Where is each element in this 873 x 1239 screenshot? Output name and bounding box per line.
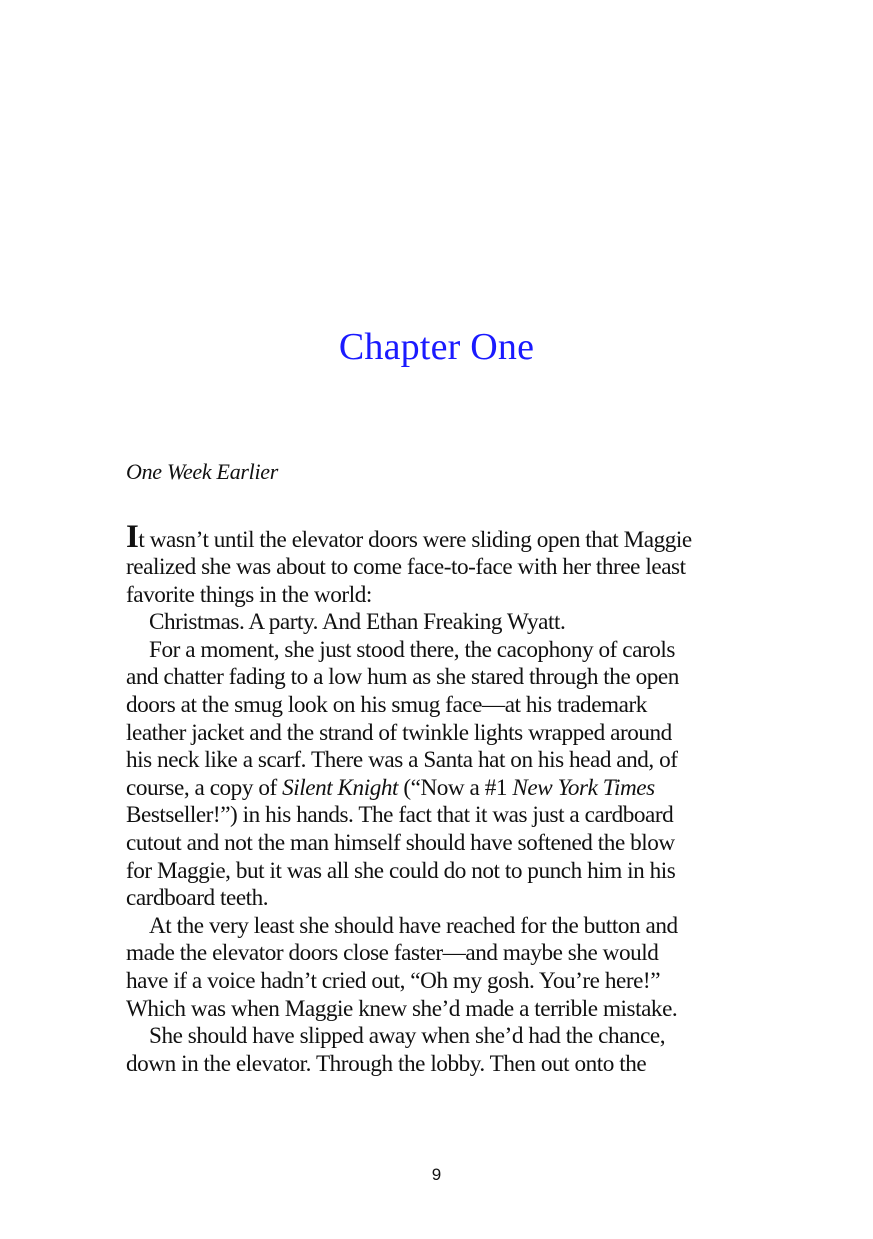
drop-cap: I [126, 519, 139, 555]
chapter-title: Chapter One [338, 326, 535, 369]
paragraph-5 [126, 1023, 746, 1078]
text-line: realized she was about to come face-to-face with her three least [126, 554, 686, 580]
text-line: have if a voice hadn’t cried out, “Oh my gosh. You’re here!” [126, 967, 661, 994]
text-line [126, 520, 746, 554]
text-line: and chatter fading to a low hum as she stared through the open [126, 664, 679, 691]
text-line: Christmas. A party. And Ethan Freaking Wyatt. [149, 609, 566, 636]
text-line: Bestseller!”) in his hands. The fact that it was just a cardboard [126, 802, 674, 829]
text-line: At the very least she should have reached for the button and [149, 912, 678, 939]
text-line: cutout and not the man himself should have softened the blow [126, 829, 675, 856]
text-span: t wasn’t until the elevator doors were sliding open that Maggie [138, 527, 692, 553]
text-line: his neck like a scarf. There was a Santa hat on his head and, of [126, 747, 678, 774]
text-line: doors at the smug look on his smug face—at his trademark [126, 691, 647, 718]
publication-italic: New York Times [512, 774, 655, 801]
section-subtitle: One Week Earlier [126, 459, 279, 484]
book-title-italic: Silent Knight [282, 774, 398, 801]
paragraph-1 [126, 520, 746, 609]
text-line: cardboard teeth. [126, 885, 269, 912]
text-line [126, 775, 746, 803]
paragraph-3 [126, 637, 746, 913]
text-line: For a moment, she just stood there, the cacophony of carols [149, 636, 675, 663]
paragraph-4 [126, 913, 746, 1023]
text-line: favorite things in the world: [126, 581, 372, 608]
page-number: 9 [431, 1165, 442, 1184]
text-span: (“Now a #1 [397, 774, 513, 801]
text-line: made the elevator doors close faster—and maybe she would [126, 940, 659, 967]
text-line: Which was when Maggie knew she’d made a terrible mistake. [126, 995, 678, 1022]
text-line: leather jacket and the strand of twinkle lights wrapped around [126, 719, 672, 746]
body-text [126, 520, 746, 1078]
text-line: for Maggie, but it was all she could do not to punch him in his [126, 857, 676, 884]
paragraph-2 [126, 609, 746, 637]
text-line: She should have slipped away when she’d had the chance, [149, 1023, 666, 1050]
text-line: down in the elevator. Through the lobby. Then out onto the [126, 1050, 647, 1077]
text-span: course, a copy of [126, 774, 283, 801]
